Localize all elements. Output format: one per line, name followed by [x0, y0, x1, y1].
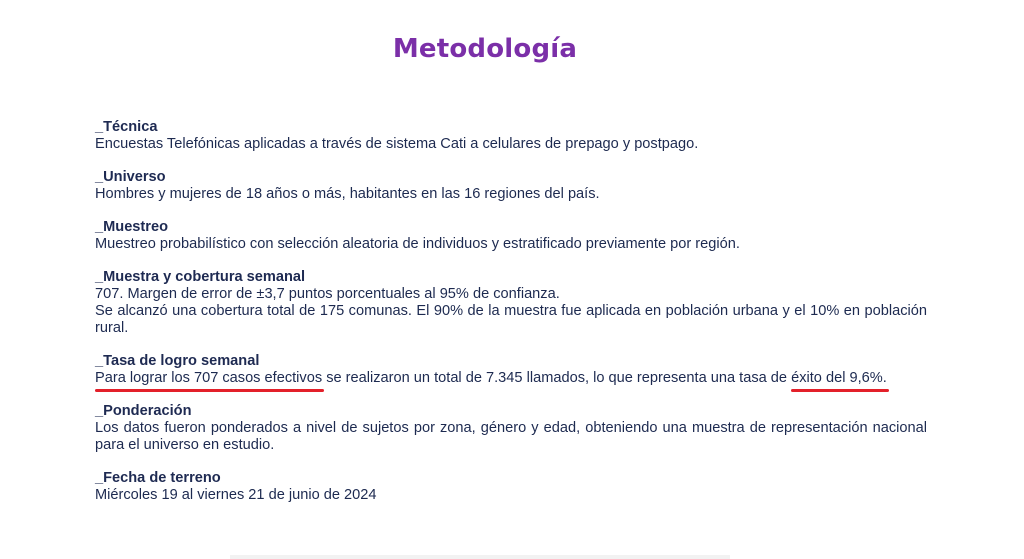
red-underline [95, 389, 324, 392]
highlighted-text-casos-label: Para lograr los 707 casos efectivos [95, 370, 323, 386]
highlighted-text-exito-label: éxito del 9,6%. [791, 370, 887, 386]
red-underline [791, 389, 889, 392]
section-heading: _Muestreo [95, 219, 168, 235]
section-heading: _Técnica [95, 119, 158, 135]
section-heading: _Muestra y cobertura semanal [95, 269, 306, 285]
section-text: Encuestas Telefónicas aplicadas a través de sistema Cati a celulares de prepago y postpago. [95, 136, 699, 152]
section-heading: _Fecha de terreno [95, 470, 221, 486]
section-text: Se alcanzó una cobertura total de 175 comunas. El 90% de la muestra fue aplicada en población urbana y el 10% en población rural. [95, 303, 927, 336]
section-fecha-terreno [95, 470, 927, 504]
plain-text: se realizaron un total de 7.345 llamados, lo que representa una tasa de [322, 370, 792, 386]
section-tecnica [95, 119, 927, 153]
section-text [95, 370, 927, 387]
section-text: 707. Margen de error de ±3,7 puntos porcentuales al 95% de confianza. [95, 286, 560, 302]
section-heading: _Universo [95, 169, 166, 185]
highlighted-text-casos [95, 370, 322, 386]
section-text: Muestreo probabilístico con selección aleatoria de individuos y estratificado previamente por región. [95, 236, 740, 252]
bottom-divider [230, 555, 730, 559]
highlighted-text-exito [791, 370, 887, 386]
section-muestra-cobertura [95, 269, 927, 337]
page-title: Metodología [392, 34, 578, 64]
section-muestreo [95, 219, 927, 253]
section-heading: _Tasa de logro semanal [95, 353, 260, 369]
methodology-content [95, 119, 927, 520]
section-text: Los datos fueron ponderados a nivel de sujetos por zona, género y edad, obteniendo una muestra de representación nacional para el universo en estudio. [95, 420, 927, 453]
section-ponderacion [95, 403, 927, 454]
section-heading: _Ponderación [95, 403, 192, 419]
section-tasa-logro [95, 353, 927, 387]
section-text: Miércoles 19 al viernes 21 de junio de 2024 [95, 487, 377, 503]
section-universo [95, 169, 927, 203]
section-text: Hombres y mujeres de 18 años o más, habitantes en las 16 regiones del país. [95, 186, 600, 202]
